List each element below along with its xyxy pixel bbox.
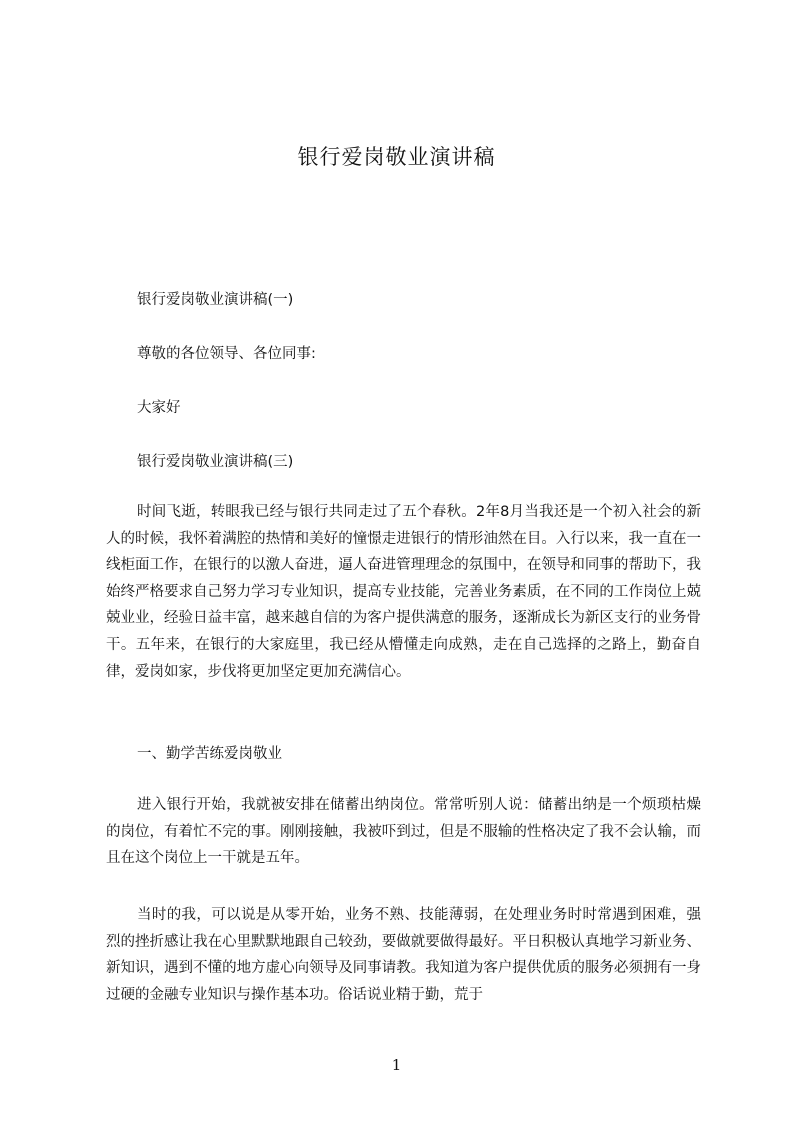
salutation: 尊敬的各位领导、各位同事: bbox=[137, 346, 316, 362]
greeting: 大家好 bbox=[137, 400, 181, 416]
heading-speech-three: 银行爱岗敬业演讲稿(三) bbox=[137, 454, 294, 470]
document-title: 银行爱岗敬业演讲稿 bbox=[297, 145, 496, 169]
section-heading-one: 一、勤学苦练爱岗敬业 bbox=[137, 746, 282, 762]
heading-speech-one: 银行爱岗敬业演讲稿(一) bbox=[137, 292, 294, 308]
paragraph-then: 当时的我，可以说是从零开始，业务不熟、技能薄弱，在处理业务时时常遇到困难，强烈的挫折感让我在心里默默地跟自己较劲，要做就要做得最好。平日积极认真地学习新业务、新知识，遇到不懂的地方虚心向领导及同事请教。我知道为客户提供优质的服务必须拥有一身过硬的金融专业知识与操作基本功。俗话说业精于勤，荒于 bbox=[106, 907, 701, 1003]
page-number: 1 bbox=[391, 1056, 402, 1074]
paragraph-intro: 时间飞逝，转眼我已经与银行共同走过了五个春秋。2年8月当我还是一个初入社会的新人的时候，我怀着满腔的热情和美好的憧憬走进银行的情形油然在目。入行以来，我一直在一线柜面工作，在银行的以激人奋进，逼人奋进管理理念的氛围中，在领导和同事的帮助下，我始终严格要求自己努力学习专业知识，提高专业技能，完善业务素质，在不同的工作岗位上兢兢业业，经验日益丰富，越来越自信的为客户提供满意的服务，逐渐成长为新区支行的业务骨干。五年来，在银行的大家庭里，我已经从懵懂走向成熟，走在自己选择的之路上，勤奋自律，爱岗如家，步伐将更加坚定更加充满信心。 bbox=[106, 504, 701, 680]
paragraph-start: 进入银行开始，我就被安排在储蓄出纳岗位。常常听别人说：储蓄出纳是一个烦琐枯燥的岗位，有着忙不完的事。刚刚接触，我被吓到过，但是不服输的性格决定了我不会认输，而且在这个岗位上一干就是五年。 bbox=[106, 797, 701, 867]
